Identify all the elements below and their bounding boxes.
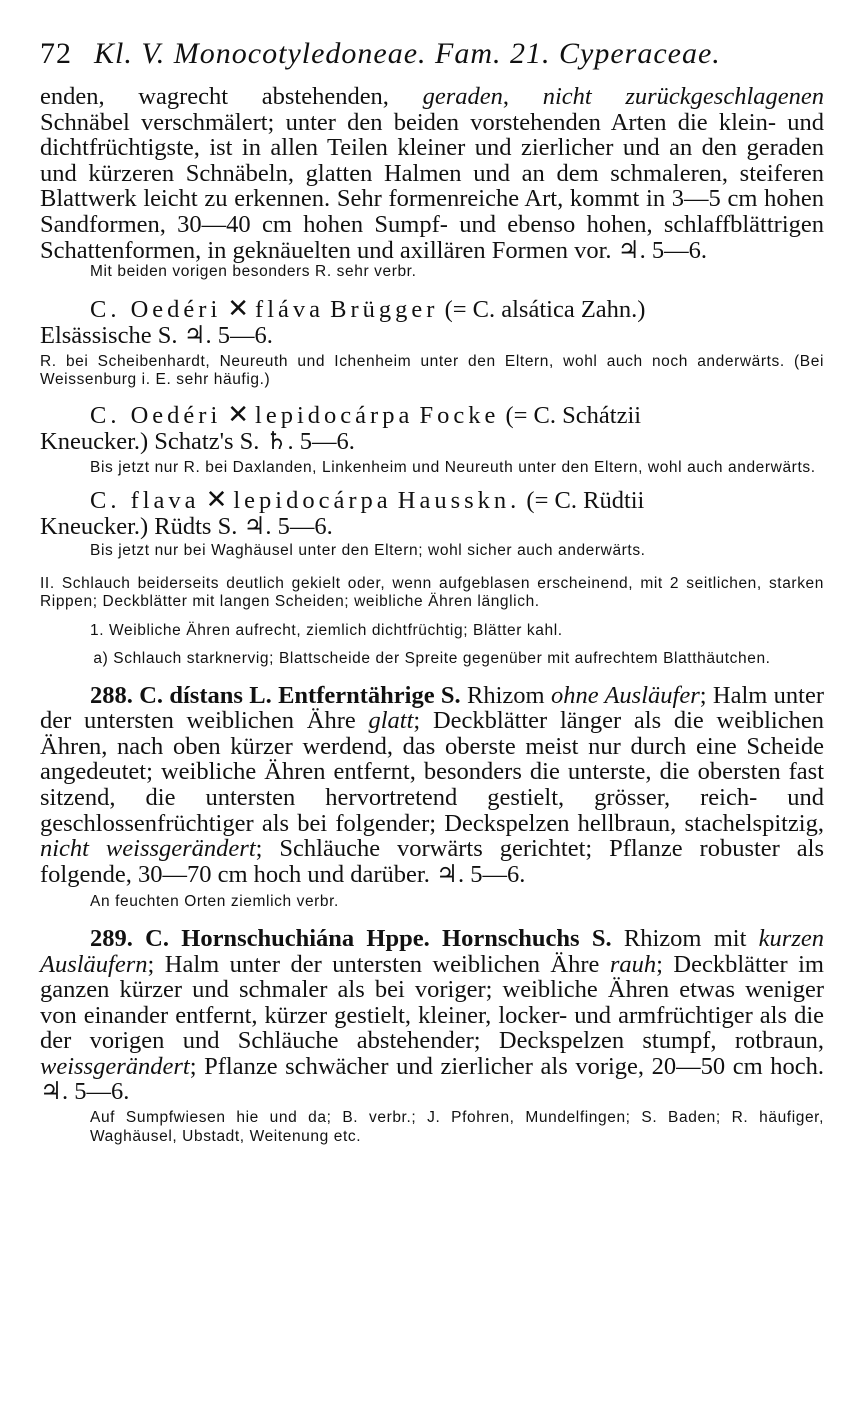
species-288 [40, 683, 824, 888]
hybrid-parent2: lepidocárpa [255, 401, 414, 429]
hybrid-synonym: (= C. alsática Zahn.) [444, 295, 646, 323]
species-number: 289. [90, 924, 133, 952]
hybrid-title [40, 293, 824, 323]
intro-text-c: , [502, 83, 543, 110]
species-common-name: Entferntährige S. [278, 681, 461, 709]
intro-italic-geraden: geraden [422, 83, 503, 110]
hybrid-note: R. bei Scheibenhardt, Neureuth und Ichenheim unter den Eltern, wohl auch noch anderwärts. (Bei Weissenburg i. E. sehr häufig.) [40, 352, 824, 389]
hybrid-common-name: Kneucker.) Schatz's S. ♄. 5—6. [40, 427, 355, 455]
species-289 [40, 926, 824, 1105]
hybrid-title [40, 399, 824, 429]
hybrid-parent1: C. Oedéri [90, 295, 222, 323]
hybrid-parent2: fláva [255, 295, 325, 323]
intro-paragraph: Schnäbel verschmälert; unter den beiden vorstehenden Arten die klein- und dichtfrüchtigste, ist in allen Teilen kleiner und zierlicher und an den geraden und kürzeren Schnäbeln, glatten Halmen und an dem schmaleren, steiferen Blattwerk leicht zu erkennen. Sehr formenreiche Art, kommt in 3—5 cm hohen Sandformen, 30—40 cm hohen Sumpf- und ebenso hohen, schlaffblättrigen Schattenformen, in geknäuelten und axillären Formen vor. ♃. 5—6. [40, 108, 824, 264]
intro-note: Mit beiden vorigen besonders R. sehr verbr. [90, 263, 417, 281]
key-section-II: II. Schlauch beiderseits deutlich gekielt oder, wenn aufgeblasen erscheinend, mit 2 seitlichen, starken Rippen; Deckblätter mit langen Scheiden; weibliche Ähren länglich. [40, 574, 824, 611]
hybrid-synonym: (= C. Rüdtii [526, 487, 645, 515]
species-description: Rhizom mit kurzen Ausläufern; Halm unter der untersten weiblichen Ähre rauh; Deckblätter im ganzen kürzer und schmaler als bei voriger; weibliche Ähren etwas weniger von einander entfernt, kürzer gestielt, kleiner, locker- und armfrüchtiger als die der vorigen und Schläuche abstehender; Deckspelzen stumpf, rotbraun, weissgerändert; Pflanze schwächer und zierlicher als vorige, 20—50 cm hoch. ♃. 5—6. [40, 924, 824, 1106]
species-name: C. Hornschuchiána Hppe. [145, 924, 430, 952]
hybrid-parent2: lepidocárpa [233, 487, 392, 515]
hybrid-author: Brügger [330, 295, 439, 323]
hybrid-entry-3 [40, 487, 824, 561]
hybrid-parent1: C. Oedéri [90, 401, 222, 429]
species-description: Rhizom ohne Ausläufer; Halm unter der untersten weiblichen Ähre glatt; Deckblätter länger als die weiblichen Ähren, nach oben kürzer werdend, das oberste meist nur durch eine Scheide angedeutet; weibliche Ähren entfernt, besonders die unterste, die obersten fast sitzend, die untersten hervortretend gestielt, grösser, reich- und geschlossenfrüchtiger als bei folgender; Deckspelzen hellbraun, stachelspitzig, nicht weissgerändert; Schläuche vorwärts gerichtet; Pflanze robuster als folgende, 30—70 cm hoch und darüber. ♃. 5—6. [40, 681, 824, 888]
book-page [40, 30, 824, 1146]
hybrid-author: Focke [419, 401, 500, 429]
hybrid-parent1: C. flava [90, 487, 200, 515]
species-common-name: Hornschuchs S. [442, 924, 612, 952]
hybrid-note: Bis jetzt nur bei Waghäusel unter den Eltern; wohl sicher auch anderwärts. [90, 542, 646, 560]
key-item-1: 1. Weibliche Ähren aufrecht, ziemlich dichtfrüchtig; Blätter kahl. [90, 621, 563, 639]
hybrid-entry-1 [40, 293, 824, 390]
running-title: Kl. V. Monocotyledoneae. Fam. 21. Cyperaceae. [94, 37, 721, 70]
hybrid-entry-2 [40, 399, 824, 478]
cross-icon: ✕ [227, 293, 250, 323]
hybrid-common-name: Kneucker.) Rüdts S. ♃. 5—6. [40, 513, 333, 541]
species-note: An feuchten Orten ziemlich verbr. [90, 893, 339, 911]
page-number: 72 [40, 37, 72, 70]
hybrid-note: Bis jetzt nur R. bei Daxlanden, Linkenheim und Neureuth unter den Eltern, wohl auch anderwärts. [90, 458, 816, 476]
intro-text-a: enden, wagrecht abstehenden, [40, 83, 423, 110]
hybrid-title [40, 487, 824, 514]
hybrid-synonym: (= C. Schátzii [505, 401, 642, 429]
hybrid-common-name: Elsässische S. ♃. 5—6. [40, 321, 273, 349]
cross-icon: ✕ [205, 485, 228, 515]
cross-icon: ✕ [227, 399, 250, 429]
species-name: C. dístans L. [139, 681, 272, 709]
key-item-a: a) Schlauch starknervig; Blattscheide der Spreite gegenüber mit aufrechtem Blatthäutchen. [93, 650, 771, 668]
hybrid-author: Hausskn. [397, 487, 521, 515]
intro-italic-nicht-zurueck: nicht zurückgeschlagenen [542, 83, 825, 110]
intro-first-line [40, 84, 824, 110]
species-note: Auf Sumpfwiesen hie und da; B. verbr.; J. Pfohren, Mundelfingen; S. Baden; R. häufiger, Waghäusel, Ubstadt, Weitenung etc. [90, 1109, 824, 1145]
running-header [40, 30, 824, 84]
species-number: 288. [90, 681, 133, 709]
